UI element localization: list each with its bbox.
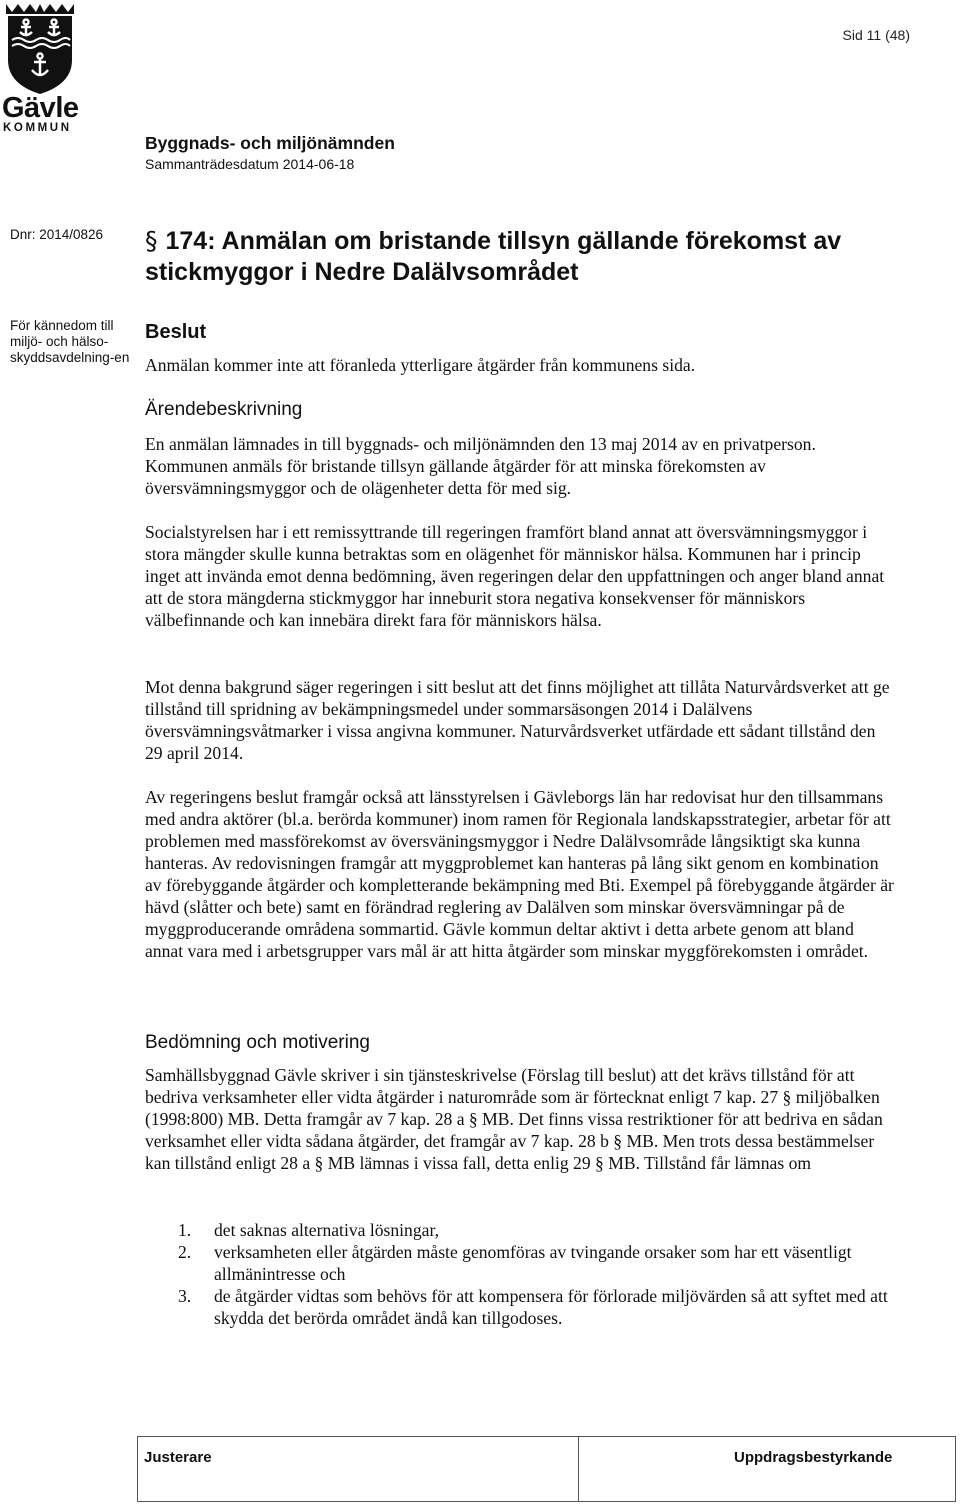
distribution-note: För kännedom till miljö- och hälso-skyddsavdelning-en [10, 318, 130, 365]
uppdragsbestyrkande-label: Uppdragsbestyrkande [734, 1449, 893, 1466]
list-text: verksamheten eller åtgärden måste genomföras av tvingande orsaker som har ett väsentligt allmänintresse och [214, 1242, 852, 1284]
logo-subtitle: KOMMUN [3, 122, 72, 134]
list-item [178, 1219, 893, 1241]
section-title-text: 174: Anmälan om bristande tillsyn gällande förekomst av stickmyggor i Nedre Dalälvsområdet [145, 227, 842, 286]
page-number: Sid 11 (48) [842, 27, 910, 43]
signature-box [137, 1436, 956, 1502]
diary-number: Dnr: 2014/0826 [10, 227, 104, 242]
arende-paragraph-4: Av regeringens beslut framgår också att länsstyrelsen i Gävleborgs län har redovisat hur den tillsammans med andra aktörer (bl.a. berörda kommuner) inom ramen för Regionala landskapsstrategier, arbetar för att problemen med massförekomst av översväningsmyggor i Nedre Dalälvsområde långsiktigt ska kunna hanteras. Av redovisningen framgår att myggproblemet kan hanteras på lång sikt genom en kombination av förebyggande åtgärder och kompletterande bekämpning med Bti. Exempel på förebyggande åtgärder är hävd (slåtter och bete) samt en förändrad reglering av Dalälven som minskar översvämningar på de myggproducerande områdena sommartid. Gävle kommun deltar aktivt i detta arbete genom att bland annat vara med i arbetsgrupper vars mål är att hitta åtgärder som minskar myggförekomsten i området. [145, 787, 894, 961]
signature-divider [578, 1437, 579, 1501]
arende-paragraph-1: En anmälan lämnades in till byggnads- och miljönämnden den 13 maj 2014 av en privatperson. Kommunen anmäls för bristande tillsyn gällande åtgärder för att minska förekomsten av översvämningsmyggor och de olägenheter detta för med sig. [145, 434, 816, 498]
list-number: 2. [178, 1242, 192, 1262]
heading-bedomning: Bedömning och motivering [145, 1032, 370, 1053]
coat-of-arms-icon [0, 0, 80, 96]
heading-arendebeskrivning: Ärendebeskrivning [145, 399, 303, 420]
beslut-text: Anmälan kommer inte att föranleda ytterligare åtgärder från kommunens sida. [145, 355, 696, 375]
logo-wordmark: Gävle [2, 92, 79, 124]
list-number: 1. [178, 1220, 192, 1240]
list-item [178, 1285, 893, 1329]
bedomning-paragraph: Samhällsbyggnad Gävle skriver i sin tjänsteskrivelse (Förslag till beslut) att det krävs tillstånd för att bedriva verksamheter eller vidta åtgärder i naturområde som är förtecknat enligt 7 kap. 27 § miljöbalken (1998:800) MB. Detta framgår av 7 kap. 28 a § MB. Det finns vissa restriktioner för att bedriva en sådan verksamhet eller vidta sådana åtgärder, det framgår av 7 kap. 28 b § MB. Men trots dessa bestämmelser kan tillstånd enligt 28 a § MB lämnas i vissa fall, detta enlig 29 § MB. Tillstånd får lämnas om [145, 1065, 883, 1173]
list-text: de åtgärder vidtas som behövs för att kompensera för förlorade miljövärden så att syftet med att skydda det berörda området ändå kan tillgodoses. [214, 1286, 888, 1328]
committee-name: Byggnads- och miljönämnden [145, 133, 395, 153]
meeting-date: Sammanträdesdatum 2014-06-18 [145, 156, 355, 172]
justerare-label: Justerare [144, 1449, 212, 1466]
list-number: 3. [178, 1286, 192, 1306]
arende-paragraph-2: Socialstyrelsen har i ett remissyttrande till regeringen framfört bland annat att översvämningsmyggor i stora mängder skulle kunna betraktas som en olägenhet för människor hälsa. Kommunen har i princip inget att invända emot denna bedömning, även regeringen delar den uppfattningen och anger bland annat att de stora mängderna stickmyggor har inneburit stora negativa konsekvenser för människors välbefinnande och kan innebära direkt fara för människors hälsa. [145, 522, 885, 630]
paragraph-sign: § [145, 226, 158, 255]
gavle-logo [0, 0, 80, 140]
arende-paragraph-3: Mot denna bakgrund säger regeringen i sitt beslut att det finns möjlighet att tillåta Naturvårdsverket att ge tillstånd till spridning av bekämpningsmedel under sommarsäsongen 2014 i Dalälvens översvämningsvåtmarker i vissa angivna kommuner. Naturvårdsverket utfärdade ett sådant tillstånd den 29 april 2014. [145, 677, 890, 763]
section-title [145, 225, 960, 288]
heading-beslut: Beslut [145, 321, 207, 343]
conditions-list [178, 1219, 893, 1329]
list-item [178, 1241, 893, 1285]
list-text: det saknas alternativa lösningar, [214, 1220, 440, 1240]
